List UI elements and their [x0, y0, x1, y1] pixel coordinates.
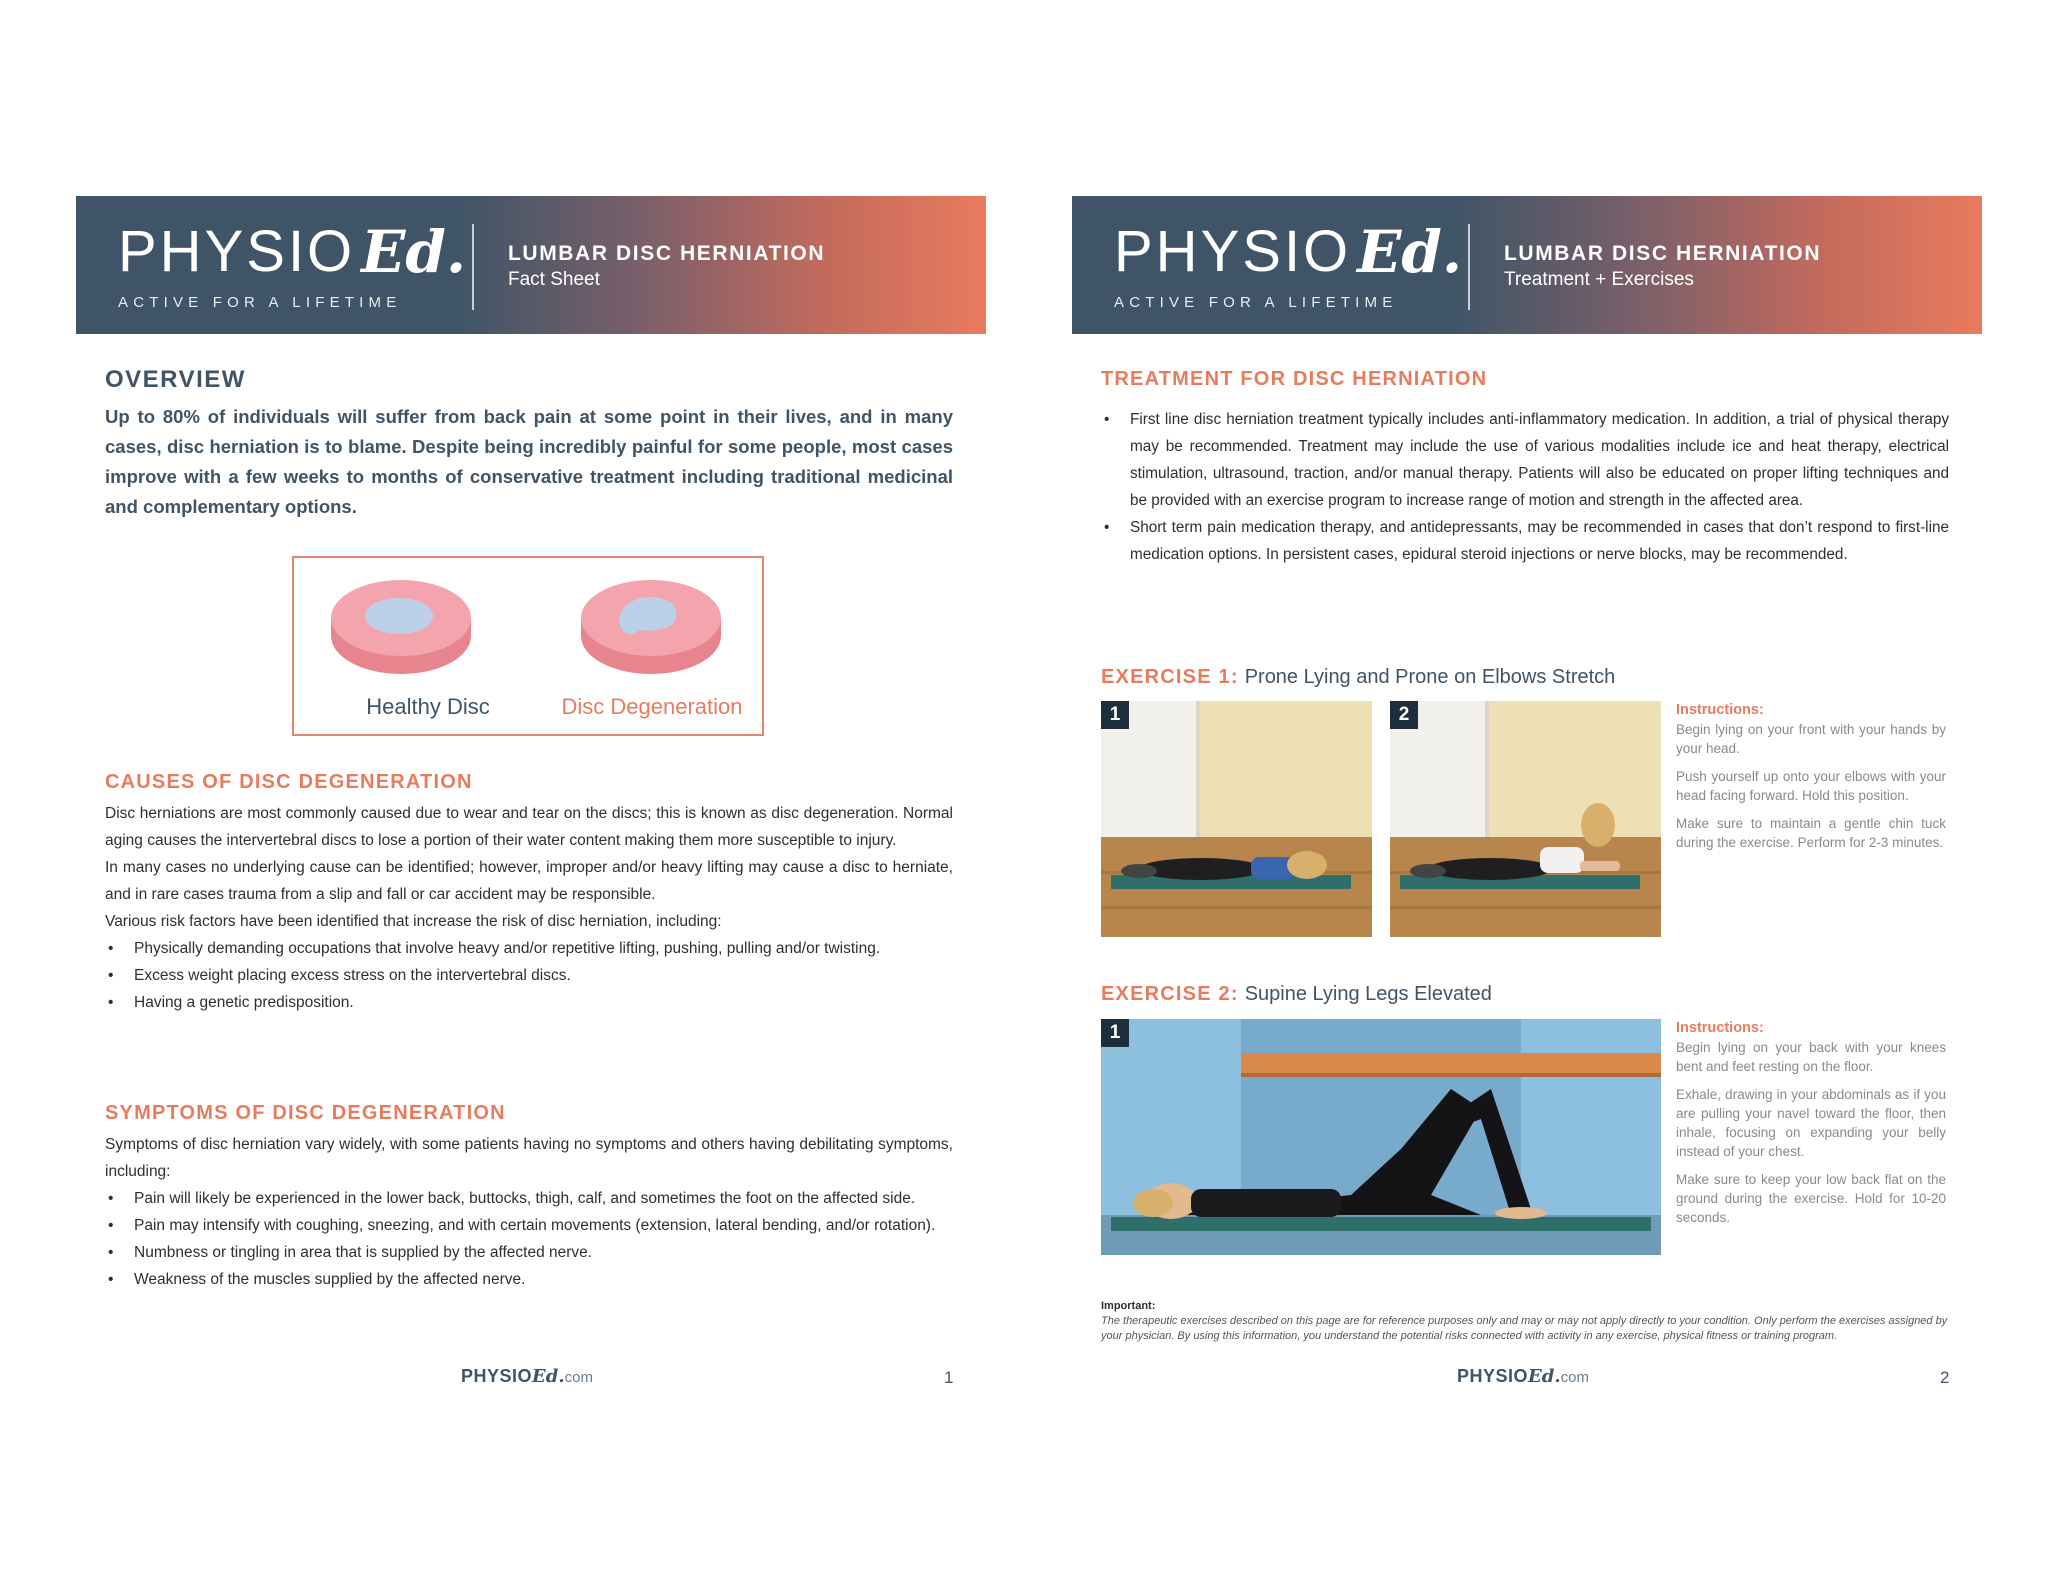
symptoms-heading: SYMPTOMS OF DISC DEGENERATION	[105, 1102, 506, 1124]
list-item: • Pain may intensify with coughing, sneezing, and with certain movements (extension, lateral bending, and/or rotation).	[105, 1212, 953, 1239]
important-heading: Important:	[1101, 1300, 1156, 1312]
footer-logo-physio: PHYSIO	[461, 1366, 533, 1386]
instruction-step: Exhale, drawing in your abdominals as if you are pulling your navel toward the floor, then inhale, focusing on expanding your belly instead of your chest.	[1676, 1087, 1946, 1159]
exercise-1-photo-1	[1101, 701, 1372, 937]
list-item: • Short term pain medication therapy, and antidepressants, may be recommended in cases that don’t respond to first-line medication options. In persistent cases, epidural steroid injections or nerve blocks, may be recommended.	[1101, 514, 1949, 568]
step-badge: 2	[1390, 701, 1418, 729]
degenerated-disc-illustration	[576, 574, 726, 682]
prone-lying-illustration	[1101, 701, 1372, 937]
instructions-heading: Instructions:	[1676, 1020, 1764, 1036]
exercise-1-heading	[1101, 666, 1615, 689]
logo-ed-script: Ed.	[361, 218, 467, 286]
instruction-step: Begin lying on your back with your knees bent and feet resting on the floor.	[1676, 1040, 1946, 1074]
important-text: The therapeutic exercises described on this page are for reference purposes only and may or may not apply directly to your condition. Only perform the exercises assigned by your physician. By using this information, you understand the potential risks connected with activity in any exercise, physical fitness or training program.	[1101, 1315, 1948, 1342]
instructions-heading: Instructions:	[1676, 702, 1764, 718]
exercise-1-instructions	[1676, 701, 1946, 861]
exercise-2-photo	[1101, 1019, 1661, 1255]
exercise-2-heading	[1101, 983, 1492, 1006]
list-item: • Weakness of the muscles supplied by the affected nerve.	[105, 1266, 953, 1293]
symptoms-list	[105, 1185, 953, 1293]
treatment-list	[1101, 406, 1949, 568]
footer-logo-com: com	[564, 1369, 593, 1386]
page-2	[1072, 196, 1982, 1406]
list-item: • Numbness or tingling in area that is supplied by the affected nerve.	[105, 1239, 953, 1266]
list-item: • Physically demanding occupations that involve heavy and/or repetitive lifting, pushing, pulling and/or twisting.	[105, 935, 953, 962]
risk-factor-list	[105, 935, 953, 1016]
exercise-2-instructions	[1676, 1019, 1946, 1236]
treatment-body	[1101, 406, 1949, 568]
list-item: • Excess weight placing excess stress on the intervertebral discs.	[105, 962, 953, 989]
banner-divider	[1468, 224, 1470, 310]
step-badge: 1	[1101, 1019, 1129, 1047]
prone-on-elbows-illustration	[1390, 701, 1661, 937]
footer-logo-physio: PHYSIO	[1457, 1366, 1529, 1386]
causes-paragraph-1: Disc herniations are most commonly caused due to wear and tear on the discs; this is known as disc degeneration. Normal aging causes the intervertebral discs to lose a portion of their water content making them more susceptible to injury.	[105, 805, 953, 849]
disc-figure	[292, 556, 764, 736]
page-number: 2	[1940, 1368, 1950, 1387]
instruction-step: Begin lying on your front with your hands by your head.	[1676, 722, 1946, 756]
step-badge: 1	[1101, 701, 1129, 729]
list-item: • Pain will likely be experienced in the lower back, buttocks, thigh, calf, and sometimes the foot on the affected side.	[105, 1185, 953, 1212]
overview-heading: OVERVIEW	[105, 366, 246, 393]
banner-divider	[472, 224, 474, 310]
list-item: • First line disc herniation treatment typically includes anti-inflammatory medication. In addition, a trial of physical therapy may be recommended. Treatment may include the use of various modalities include ice and heat therapy, electrical stimulation, ultrasound, traction, and/or manual therapy. Patients will also be educated on proper lifting techniques and be provided with an exercise program to increase range of motion and strength in the affected area.	[1101, 406, 1949, 514]
physioed-logo	[1114, 218, 1463, 311]
footer-logo-ed: Ed.	[532, 1366, 565, 1387]
exercise-2-label: EXERCISE 2:	[1101, 983, 1239, 1005]
instruction-step: Make sure to maintain a gentle chin tuck during the exercise. Perform for 2-3 minutes.	[1676, 816, 1946, 850]
footer-logo-ed: Ed.	[1528, 1366, 1561, 1387]
page-number: 1	[944, 1368, 954, 1387]
important-disclaimer	[1101, 1299, 1949, 1344]
healthy-disc-label: Healthy Disc	[366, 694, 490, 719]
overview-text: Up to 80% of individuals will suffer from back pain at some point in their lives, and in many cases, disc herniation is to blame. Despite being incredibly painful for some people, most cases improve with a few weeks to months of conservative treatment including traditional medicinal and complementary options.	[105, 406, 953, 517]
header-banner	[76, 196, 986, 334]
logo-physio-text: PHYSIO	[118, 219, 356, 284]
banner-title: LUMBAR DISC HERNIATION	[1504, 242, 1822, 265]
logo-tagline: ACTIVE FOR A LIFETIME	[1114, 294, 1398, 311]
symptoms-paragraph: Symptoms of disc herniation vary widely, with some patients having no symptoms and others having debilitating symptoms, including:	[105, 1136, 953, 1180]
physioed-logo	[118, 218, 467, 311]
causes-paragraph-2: In many cases no underlying cause can be identified; however, improper and/or heavy lifting may cause a disc to herniate, and in rare cases trauma from a slip and fall or car accident may be responsible.	[105, 859, 953, 903]
instruction-step: Push yourself up onto your elbows with your head facing forward. Hold this position.	[1676, 769, 1946, 803]
exercise-1-label: EXERCISE 1:	[1101, 666, 1239, 688]
banner-title: LUMBAR DISC HERNIATION	[508, 242, 826, 265]
treatment-heading: TREATMENT FOR DISC HERNIATION	[1101, 368, 1488, 390]
exercise-1-photo-2	[1390, 701, 1661, 937]
page-1	[76, 196, 986, 1406]
list-item: • Having a genetic predisposition.	[105, 989, 953, 1016]
logo-tagline: ACTIVE FOR A LIFETIME	[118, 294, 402, 311]
banner-subtitle: Fact Sheet	[508, 269, 600, 290]
instruction-step: Make sure to keep your low back flat on the ground during the exercise. Hold for 10-20 seconds.	[1676, 1172, 1946, 1225]
healthy-disc-illustration	[326, 574, 476, 682]
header-banner	[1072, 196, 1982, 334]
exercise-2-title: Supine Lying Legs Elevated	[1244, 983, 1492, 1005]
footer-logo-com: com	[1560, 1369, 1589, 1386]
causes-heading: CAUSES OF DISC DEGENERATION	[105, 771, 473, 793]
logo-ed-script: Ed.	[1357, 218, 1463, 286]
disc-degeneration-label: Disc Degeneration	[561, 694, 743, 719]
footer-logo	[1457, 1366, 1589, 1387]
supine-legs-elevated-illustration	[1101, 1019, 1661, 1255]
banner-subtitle: Treatment + Exercises	[1504, 269, 1694, 290]
footer-logo	[461, 1366, 593, 1387]
causes-paragraph-3: Various risk factors have been identified that increase the risk of disc herniation, including:	[105, 913, 722, 930]
logo-physio-text: PHYSIO	[1114, 219, 1352, 284]
exercise-1-title: Prone Lying and Prone on Elbows Stretch	[1244, 666, 1616, 688]
symptoms-body	[105, 1131, 953, 1293]
causes-body	[105, 800, 953, 1016]
